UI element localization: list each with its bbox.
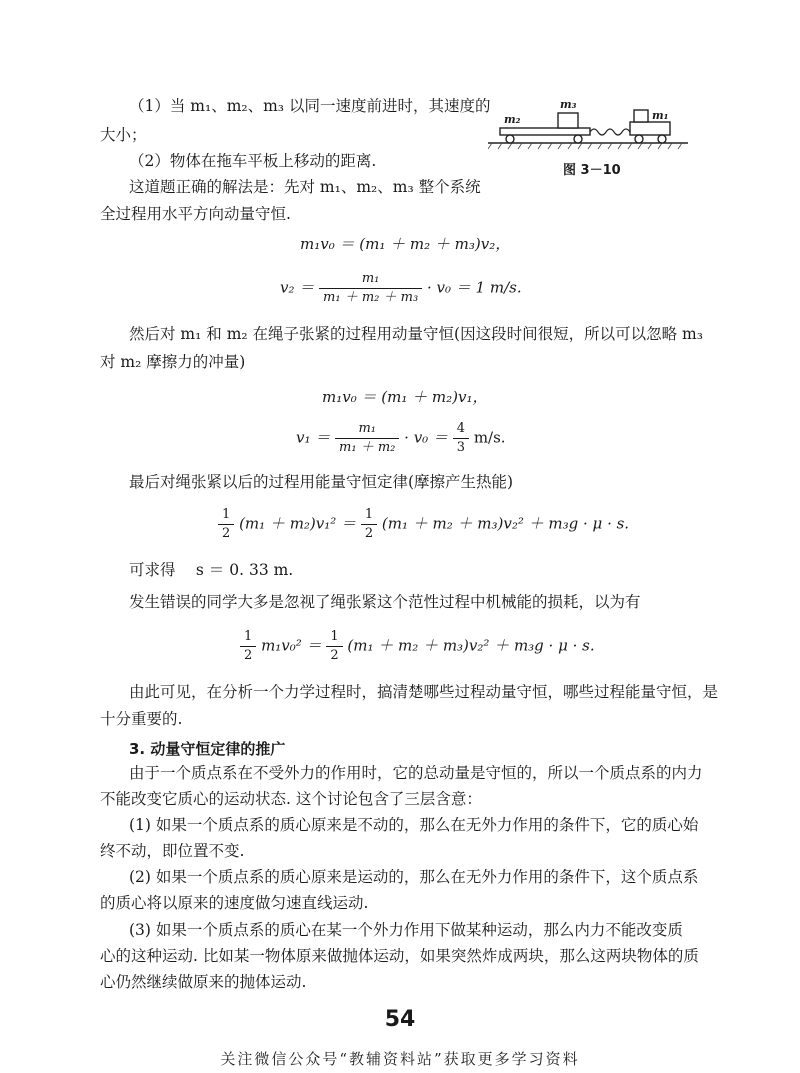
question-1-line-1: （1）当 m₁、m₂、m₃ 以同一速度前进时，其速度的 [129,97,491,115]
equation-5-half-2 [361,506,377,543]
section-heading: 3. 动量守恒定律的推广 [129,740,286,758]
solution-intro-line-1: 这道题正确的解法是：先对 m₁、m₂、m₃ 整个系统 [129,178,481,196]
truck-cab [634,110,648,122]
equation-5-half-2-den: 2 [364,526,374,541]
result-s: 可求得 s ＝ 0. 33 m. [129,561,294,579]
equation-4-value-denominator: 3 [456,440,466,455]
label-m1: m₁ [652,109,669,122]
equation-2 [280,270,522,307]
paragraph-7-line-1: (1) 如果一个质点系的质心原来是不动的，那么在无外力作用的条件下，它的质心始 [129,816,699,834]
label-m3: m₃ [560,98,577,111]
block-m3 [558,113,578,128]
equation-6-half-1 [240,628,256,665]
equation-1: m₁v₀ ＝ (m₁ ＋ m₂ ＋ m₃)v₂， [300,235,511,253]
equation-2-lhs: v₂ ＝ [280,278,315,297]
solution-intro-line-2: 全过程用水平方向动量守恒. [100,205,291,223]
paragraph-8-line-1: (2) 如果一个质点系的质心原来是运动的，那么在无外力作用的条件下，这个质点系 [129,868,699,886]
truck-body [630,122,670,135]
label-m2: m₂ [504,113,521,126]
equation-2-rhs: · v₀ ＝ 1 m/s. [426,278,522,297]
paragraph-5-line-2: 十分重要的. [100,710,183,728]
equation-5-half-2-num: 1 [361,506,377,525]
paragraph-6-line-1: 由于一个质点系在不受外力的作用时，它的总动量是守恒的，所以一个质点系的内力 [129,764,703,782]
paragraph-1-line-1: 然后对 m₁ 和 m₂ 在绳子张紧的过程用动量守恒(因这段时间很短，所以可以忽略 m₃ [129,325,703,343]
equation-4-mid: · v₀ ＝ [404,428,448,447]
equation-5-half-1-num: 1 [218,506,234,525]
paragraph-8-line-2: 的质心将以原来的速度做匀速直线运动. [100,894,369,912]
trailer-platform [500,128,590,135]
equation-4-denominator: m₁ ＋ m₂ [339,440,396,455]
equation-5-right: (m₁ ＋ m₂ ＋ m₃)v₂² ＋ m₃g · μ · s. [381,514,630,533]
paragraph-7-line-2: 终不动，即位置不变. [100,842,245,860]
equation-6 [240,628,595,665]
equation-5-half-1-den: 2 [222,526,231,541]
rope [590,129,630,135]
paragraph-2: 最后对绳张紧以后的过程用能量守恒定律(摩擦产生热能) [129,473,514,491]
equation-4 [296,420,506,457]
paragraph-1-line-2: 对 m₂ 摩擦力的冲量) [100,353,246,371]
equation-2-fraction [319,270,422,307]
paragraph-4: 发生错误的同学大多是忽视了绳张紧这个范性过程中机械能的损耗，以为有 [129,593,641,611]
paragraph-6-line-2: 不能改变它质心的运动状态. 这个讨论包含了三层含意： [100,790,482,808]
equation-5-half-1 [218,506,234,543]
equation-3: m₁v₀ ＝ (m₁ ＋ m₂)v₁， [322,388,488,406]
paragraph-9-line-3: 心仍然继续做原来的抛体运动. [100,973,307,991]
equation-6-half-2 [326,628,342,665]
equation-6-half-2-num: 1 [326,628,342,647]
equation-5 [218,506,629,543]
equation-2-denominator: m₁ ＋ m₂ ＋ m₃ [323,290,419,305]
truck-trailer-diagram [488,96,688,156]
question-2: （2）物体在拖车平板上移动的距离. [129,152,377,170]
figure-3-10 [488,96,688,156]
equation-6-left: m₁v₀² ＝ [261,636,322,655]
figure-caption: 图 3－10 [563,163,621,178]
paragraph-5-line-1: 由此可见，在分析一个力学过程时，搞清楚哪些过程动量守恒，哪些过程能量守恒，是 [129,683,719,701]
equation-6-half-1-den: 2 [244,648,253,663]
page-number: 54 [384,1007,416,1032]
paragraph-9-line-1: (3) 如果一个质点系的质心在某一个外力作用下做某种运动，那么内力不能改变质 [129,921,683,939]
footer-watermark: 关注微信公众号“教辅资料站”获取更多学习资料 [220,1050,580,1068]
equation-4-lhs: v₁ ＝ [296,428,331,447]
equation-5-left: (m₁ ＋ m₂)v₁² ＝ [239,514,357,533]
question-1-line-2: 大小； [100,126,147,144]
equation-4-numerator: m₁ [335,420,399,439]
equation-6-right: (m₁ ＋ m₂ ＋ m₃)v₂² ＋ m₃g · μ · s. [347,636,595,655]
equation-4-fraction [335,420,399,457]
equation-4-value-numerator: 4 [453,420,469,439]
equation-4-fraction-value [453,420,469,457]
paragraph-9-line-2: 心的这种运动. 比如某一物体原来做抛体运动，如果突然炸成两块，那么这两块物体的质 [100,947,699,965]
equation-4-unit: m/s. [473,428,506,447]
equation-6-half-2-den: 2 [330,648,339,663]
equation-6-half-1-num: 1 [240,628,256,647]
equation-2-numerator: m₁ [319,270,422,289]
